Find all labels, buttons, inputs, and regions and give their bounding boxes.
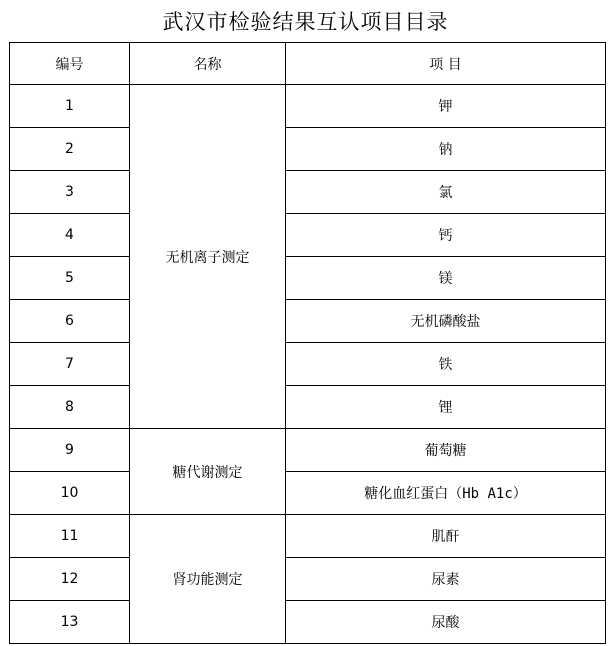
group-name: 糖代谢测定	[130, 429, 286, 515]
table-row	[10, 300, 606, 343]
row-item: 尿酸	[286, 601, 606, 644]
row-number: 3	[10, 171, 130, 214]
row-item: 葡萄糖	[286, 429, 606, 472]
row-number: 1	[10, 85, 130, 128]
row-number: 13	[10, 601, 130, 644]
row-item: 无机磷酸盐	[286, 300, 606, 343]
table-row	[10, 128, 606, 171]
row-number: 9	[10, 429, 130, 472]
table-header-row	[10, 43, 606, 85]
row-number: 6	[10, 300, 130, 343]
table-row	[10, 429, 606, 472]
table-row	[10, 171, 606, 214]
row-item: 氯	[286, 171, 606, 214]
row-number: 10	[10, 472, 130, 515]
row-number: 8	[10, 386, 130, 429]
group-name: 肾功能测定	[130, 515, 286, 644]
row-number: 11	[10, 515, 130, 558]
row-item: 镁	[286, 257, 606, 300]
row-item: 铁	[286, 343, 606, 386]
table-row	[10, 257, 606, 300]
row-number: 12	[10, 558, 130, 601]
row-number: 4	[10, 214, 130, 257]
row-item: 钙	[286, 214, 606, 257]
row-item: 钠	[286, 128, 606, 171]
row-item: 糖化血红蛋白（Hb A1c）	[286, 472, 606, 515]
table-row	[10, 558, 606, 601]
header-item: 项 目	[286, 43, 606, 85]
table-row	[10, 601, 606, 644]
row-item: 钾	[286, 85, 606, 128]
document-title: 武汉市检验结果互认项目目录	[162, 10, 449, 34]
table-row	[10, 214, 606, 257]
project-catalog-table	[9, 42, 606, 644]
row-number: 7	[10, 343, 130, 386]
table-row	[10, 85, 606, 128]
table-row	[10, 343, 606, 386]
table-row	[10, 472, 606, 515]
table-row	[10, 386, 606, 429]
row-item: 肌酐	[286, 515, 606, 558]
table-row	[10, 515, 606, 558]
row-number: 2	[10, 128, 130, 171]
row-item: 锂	[286, 386, 606, 429]
row-number: 5	[10, 257, 130, 300]
group-name: 无机离子测定	[130, 85, 286, 429]
header-name: 名称	[130, 43, 286, 85]
header-number: 编号	[10, 43, 130, 85]
row-item: 尿素	[286, 558, 606, 601]
